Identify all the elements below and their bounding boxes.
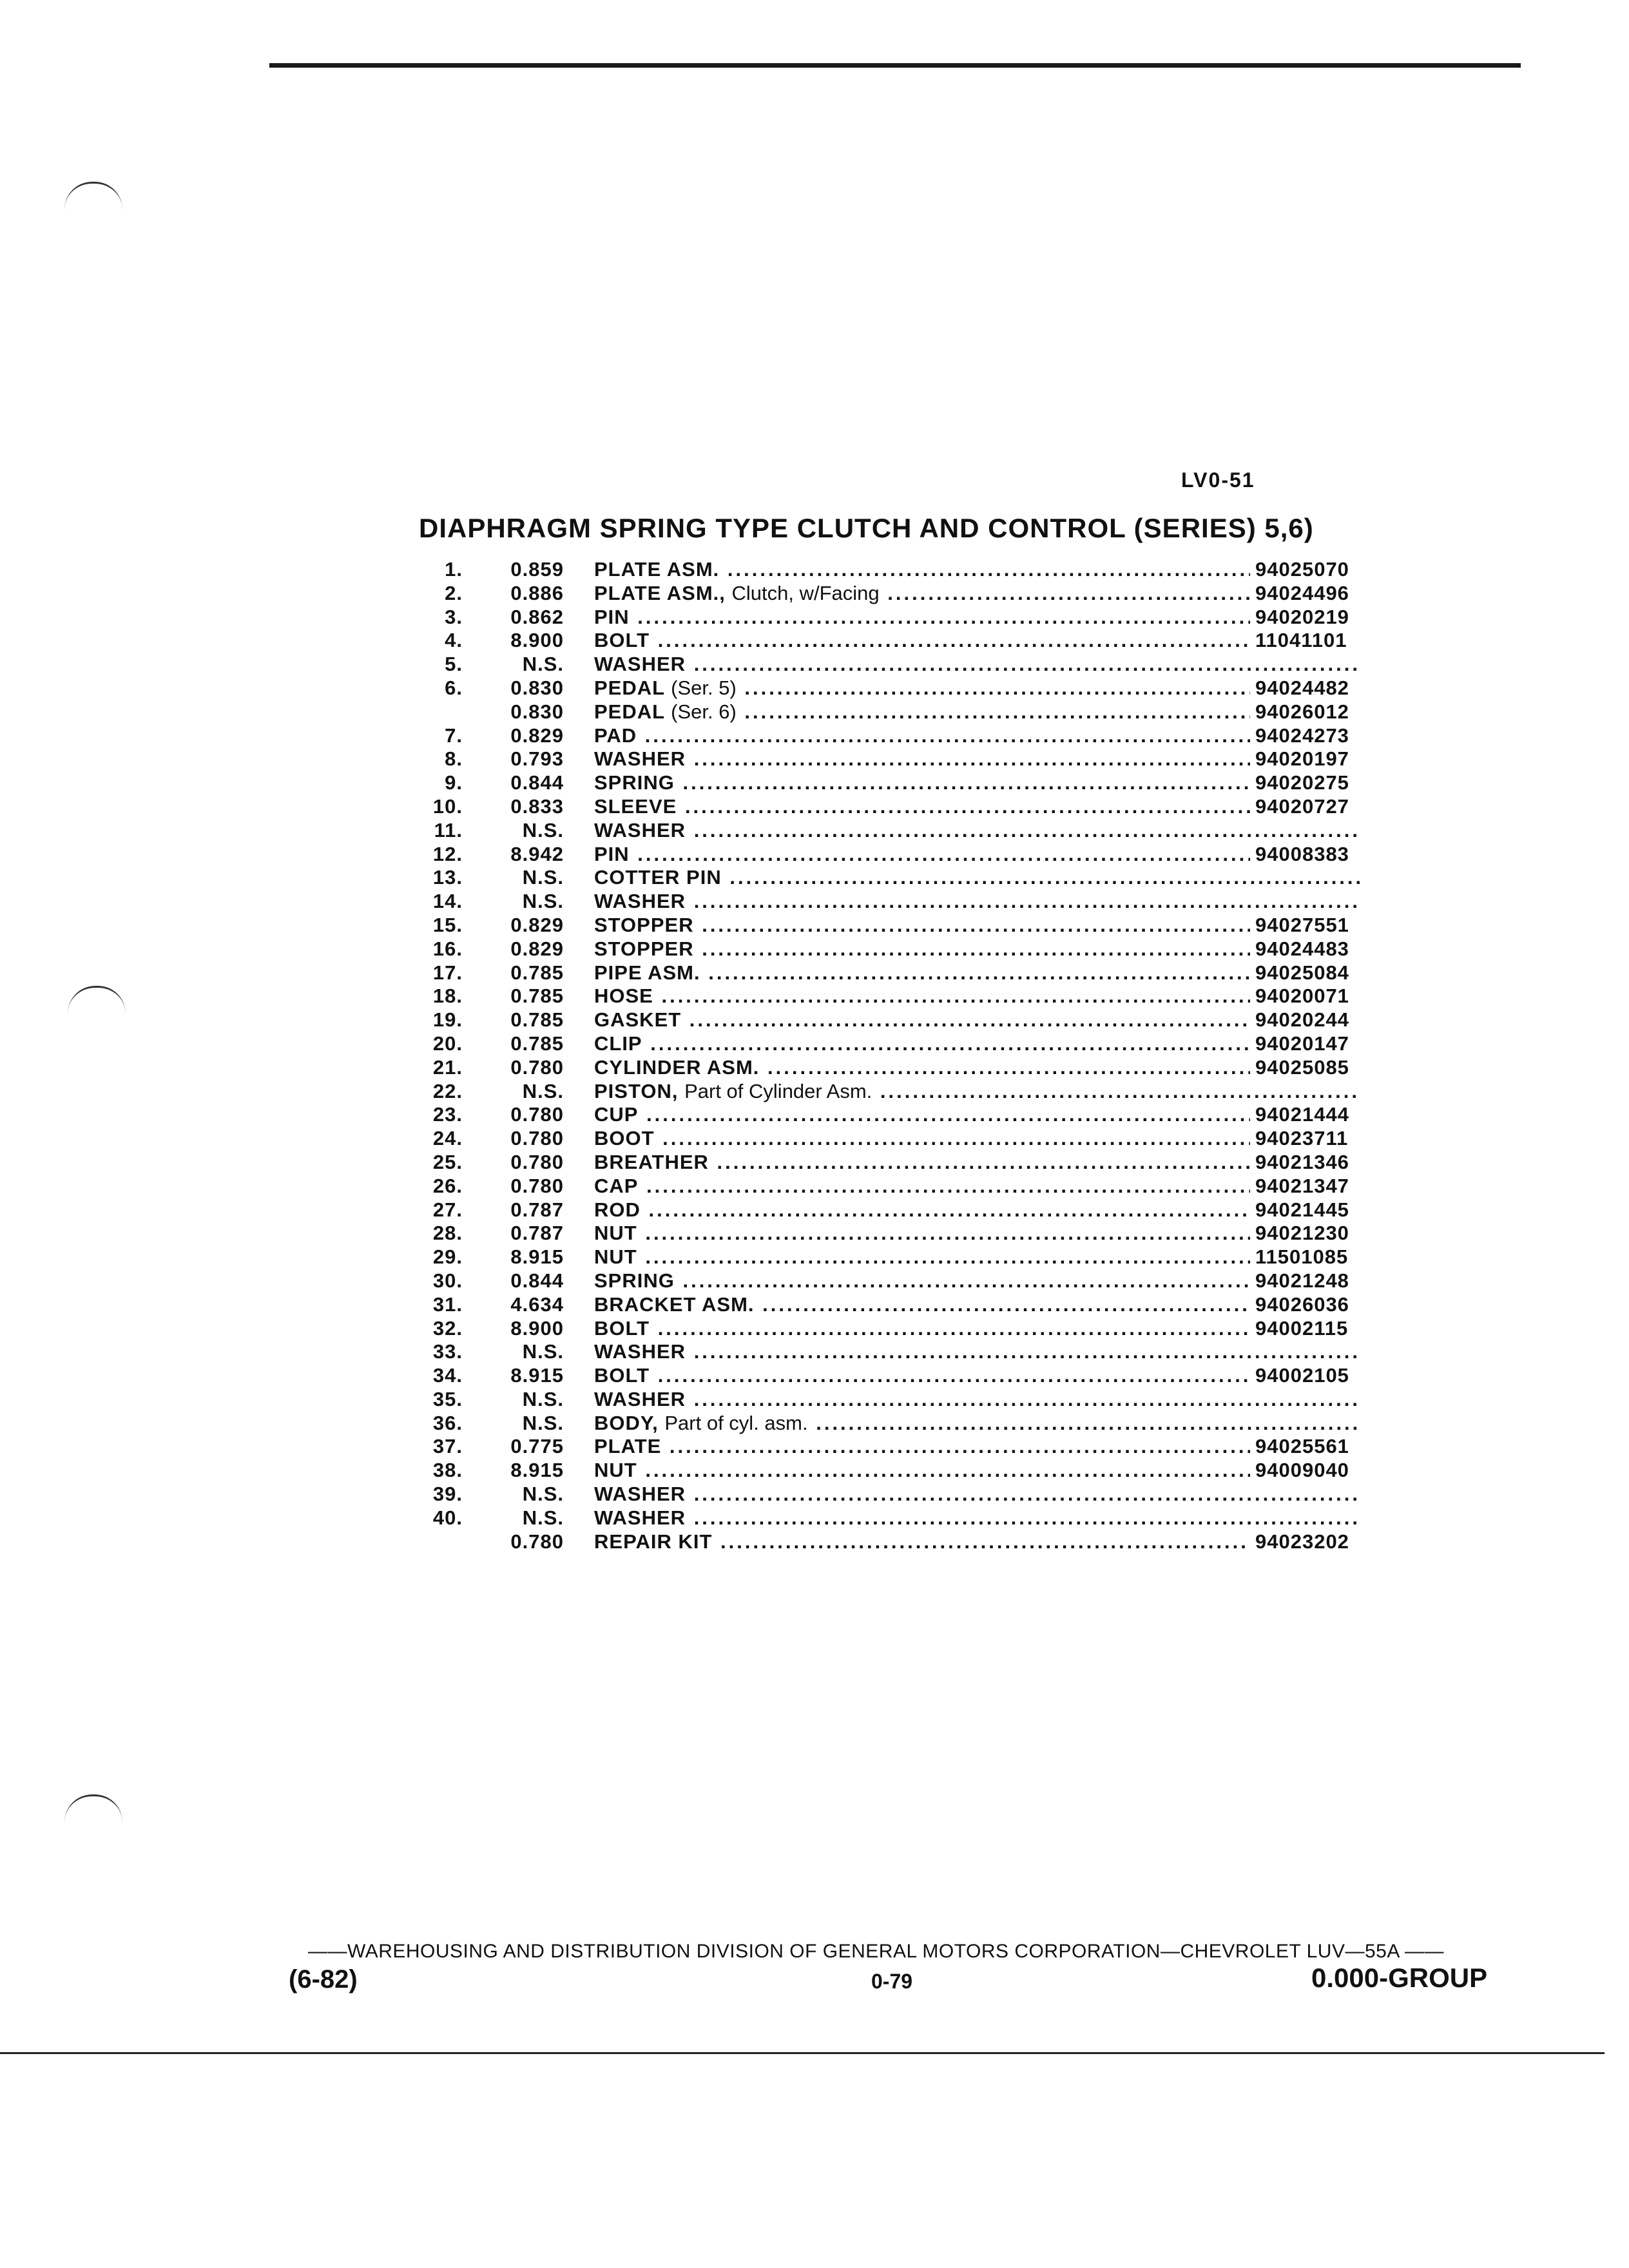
item-number: 16.: [432, 937, 463, 960]
item-number: 37.: [432, 1435, 463, 1458]
part-name: BRACKET ASM.: [594, 1293, 755, 1316]
page-code: LV0-51: [1181, 468, 1255, 492]
item-number: 34.: [432, 1364, 463, 1387]
group-number: 0.830: [510, 700, 564, 723]
part-number: 94008383: [1250, 843, 1381, 866]
part-name: PISTON,: [594, 1079, 679, 1102]
part-note: (Ser. 5): [671, 676, 737, 699]
list-item: [412, 1080, 1379, 1104]
item-number: 29.: [432, 1245, 463, 1269]
list-item: [412, 1245, 1379, 1269]
part-number: 94002105: [1250, 1364, 1381, 1387]
list-item: [412, 843, 1379, 867]
list-item: [412, 1127, 1379, 1151]
part-description: [594, 1435, 1361, 1458]
part-description: [594, 1317, 1361, 1340]
list-item: [412, 1340, 1379, 1364]
group-number: N.S.: [522, 1483, 564, 1506]
part-name: NUT: [594, 1222, 637, 1245]
part-number: 94025084: [1250, 961, 1381, 985]
margin-mark-top: [64, 182, 122, 209]
part-description: [594, 724, 1361, 747]
item-number: 38.: [432, 1459, 463, 1482]
part-note: Part of cyl. asm.: [664, 1411, 808, 1434]
list-item: [412, 1364, 1379, 1388]
part-description: [594, 1222, 1361, 1245]
group-number: 0.775: [510, 1435, 564, 1458]
group-number: N.S.: [522, 1079, 564, 1102]
item-number: 22.: [432, 1079, 463, 1102]
list-item: [412, 1008, 1379, 1032]
margin-mark-middle: [68, 986, 126, 1014]
group-number: N.S.: [522, 890, 564, 913]
part-number: 94020071: [1250, 985, 1381, 1008]
part-name: PLATE ASM.: [594, 558, 720, 581]
part-description: [594, 1127, 1361, 1150]
group-number: 8.900: [510, 1316, 564, 1340]
group-number: N.S.: [522, 866, 564, 889]
footer-date: (6-82): [289, 1965, 358, 1994]
footer-publisher-line: ——WAREHOUSING AND DISTRIBUTION DIVISION OF GENERAL MOTORS CORPORATION—CHEVROLET LUV—55A ——: [308, 1941, 1445, 1962]
part-name: PIN: [594, 605, 630, 628]
item-number: 6.: [445, 676, 463, 699]
part-number: 94025561: [1250, 1435, 1381, 1458]
part-name: WASHER: [594, 1483, 686, 1506]
group-number: N.S.: [522, 818, 564, 841]
part-number: 11501085: [1250, 1245, 1381, 1269]
part-name: CLIP: [594, 1032, 642, 1055]
part-description: [594, 1056, 1361, 1079]
list-item: [412, 771, 1379, 795]
page-title: DIAPHRAGM SPRING TYPE CLUTCH AND CONTROL (SERIES) 5,6): [419, 513, 1314, 543]
part-name: WASHER: [594, 747, 686, 771]
group-number: 0.829: [510, 913, 564, 936]
item-number: 35.: [432, 1387, 463, 1410]
item-number: 31.: [432, 1293, 463, 1316]
part-description: [594, 1530, 1361, 1553]
part-number: 94020275: [1250, 771, 1381, 794]
item-number: 17.: [432, 961, 463, 984]
part-number: 11041101: [1250, 629, 1381, 652]
part-number: 94021248: [1250, 1269, 1381, 1293]
part-name: WASHER: [594, 1506, 686, 1529]
part-description: [594, 1483, 1361, 1506]
list-item: [412, 653, 1379, 677]
margin-mark-bottom: [64, 1794, 122, 1822]
item-number: 8.: [445, 747, 463, 771]
part-description: [594, 771, 1361, 794]
part-number: 94021445: [1250, 1198, 1381, 1222]
part-number: 94026036: [1250, 1293, 1381, 1316]
group-number: 4.634: [510, 1293, 564, 1316]
group-number: 0.780: [510, 1174, 564, 1197]
group-number: 8.915: [510, 1364, 564, 1387]
group-number: N.S.: [522, 1340, 564, 1363]
list-item: [412, 890, 1379, 914]
part-name: NUT: [594, 1245, 637, 1269]
part-name: BREATHER: [594, 1150, 709, 1173]
list-item: [412, 1056, 1379, 1080]
part-number: 94021346: [1250, 1151, 1381, 1174]
item-number: 4.: [445, 629, 463, 652]
footer-group: 0.000-GROUP: [1311, 1963, 1488, 1993]
part-description: [594, 1269, 1361, 1293]
list-item: [412, 582, 1379, 606]
part-name: PIN: [594, 842, 630, 865]
list-item: [412, 558, 1379, 582]
part-name: PEDAL: [594, 676, 665, 699]
list-item: [412, 1269, 1379, 1293]
group-number: 8.942: [510, 842, 564, 865]
group-number: 8.900: [510, 629, 564, 652]
part-description: [594, 629, 1361, 652]
item-number: 30.: [432, 1269, 463, 1292]
part-description: [594, 606, 1361, 629]
list-item: [412, 1151, 1379, 1175]
bottom-rule: [0, 2052, 1605, 2054]
part-name: PEDAL: [594, 700, 665, 723]
part-description: [594, 985, 1361, 1008]
group-number: 0.780: [510, 1127, 564, 1150]
group-number: 0.785: [510, 985, 564, 1008]
part-name: HOSE: [594, 985, 653, 1008]
part-name: PAD: [594, 724, 637, 747]
part-description: [594, 937, 1361, 961]
part-description: [594, 1459, 1361, 1482]
group-number: 0.785: [510, 1008, 564, 1032]
part-number: 94020219: [1250, 606, 1381, 629]
part-name: WASHER: [594, 890, 686, 913]
part-description: [594, 1245, 1361, 1269]
part-description: [594, 819, 1361, 842]
part-number: 94023202: [1250, 1530, 1381, 1553]
item-number: 36.: [432, 1411, 463, 1434]
part-name: PLATE: [594, 1435, 662, 1458]
part-number: 94020727: [1250, 795, 1381, 818]
part-note: Clutch, w/Facing: [731, 581, 880, 604]
group-number: 0.785: [510, 1032, 564, 1055]
group-number: 0.829: [510, 937, 564, 960]
group-number: 0.859: [510, 558, 564, 581]
part-description: [594, 1080, 1361, 1103]
part-description: [594, 1151, 1361, 1174]
group-number: 0.844: [510, 771, 564, 794]
part-description: [594, 582, 1361, 605]
list-item: [412, 961, 1379, 985]
list-item: [412, 747, 1379, 771]
item-number: 32.: [432, 1316, 463, 1340]
list-item: [412, 606, 1379, 629]
part-description: [594, 558, 1361, 581]
part-name: COTTER PIN: [594, 866, 722, 889]
part-name: NUT: [594, 1459, 637, 1482]
part-description: [594, 1175, 1361, 1198]
group-number: 0.833: [510, 794, 564, 818]
part-description: [594, 961, 1361, 985]
list-item: [412, 1198, 1379, 1222]
part-name: PIPE ASM.: [594, 961, 700, 984]
group-number: 0.780: [510, 1150, 564, 1173]
part-note: Part of Cylinder Asm.: [684, 1079, 872, 1102]
part-number: 94009040: [1250, 1459, 1381, 1482]
item-number: 24.: [432, 1127, 463, 1150]
group-number: 0.780: [510, 1103, 564, 1126]
list-item: [412, 629, 1379, 653]
item-number: 27.: [432, 1198, 463, 1221]
part-note: (Ser. 6): [671, 700, 737, 723]
part-name: SPRING: [594, 771, 675, 794]
group-number: N.S.: [522, 1387, 564, 1410]
part-name: ROD: [594, 1198, 641, 1221]
group-number: 0.829: [510, 724, 564, 747]
part-number: 94027551: [1250, 914, 1381, 937]
list-item: [412, 1222, 1379, 1245]
group-number: N.S.: [522, 653, 564, 676]
item-number: 20.: [432, 1032, 463, 1055]
list-item: [412, 1388, 1379, 1412]
part-number: 94021347: [1250, 1175, 1381, 1198]
group-number: 0.787: [510, 1222, 564, 1245]
list-item: [412, 937, 1379, 961]
part-number: 94025070: [1250, 558, 1381, 581]
group-number: 0.862: [510, 605, 564, 628]
item-number: 11.: [434, 818, 463, 841]
parts-list: [412, 558, 1379, 1553]
item-number: 10.: [432, 794, 463, 818]
list-item: [412, 1317, 1379, 1341]
group-number: 0.793: [510, 747, 564, 771]
list-item: [412, 724, 1379, 748]
part-number: 94021230: [1250, 1222, 1381, 1245]
part-description: [594, 1293, 1361, 1316]
list-item: [412, 1293, 1379, 1317]
list-item: [412, 819, 1379, 843]
list-item: [412, 1412, 1379, 1436]
part-description: [594, 700, 1361, 724]
list-item: [412, 700, 1379, 724]
part-description: [594, 1388, 1361, 1411]
part-description: [594, 1008, 1361, 1032]
item-number: 19.: [432, 1008, 463, 1032]
list-item: [412, 1530, 1379, 1554]
part-name: WASHER: [594, 653, 686, 676]
part-description: [594, 1364, 1361, 1387]
item-number: 21.: [432, 1055, 463, 1079]
part-name: WASHER: [594, 1387, 686, 1410]
item-number: 28.: [432, 1222, 463, 1245]
part-number: 94024483: [1250, 937, 1381, 961]
part-name: REPAIR KIT: [594, 1530, 713, 1553]
part-name: WASHER: [594, 1340, 686, 1363]
item-number: 12.: [432, 842, 463, 865]
group-number: 0.787: [510, 1198, 564, 1221]
list-item: [412, 1459, 1379, 1483]
part-name: STOPPER: [594, 913, 694, 936]
item-number: 2.: [445, 581, 463, 604]
item-number: 15.: [432, 913, 463, 936]
part-number: 94021444: [1250, 1103, 1381, 1126]
part-description: [594, 1506, 1361, 1530]
list-item: [412, 1175, 1379, 1198]
item-number: 25.: [432, 1150, 463, 1173]
top-rule: [269, 63, 1521, 68]
part-name: PLATE ASM.,: [594, 581, 726, 604]
part-description: [594, 1032, 1361, 1055]
list-item: [412, 866, 1379, 890]
item-number: 23.: [432, 1103, 463, 1126]
part-description: [594, 1103, 1361, 1126]
item-number: 40.: [432, 1506, 463, 1529]
item-number: 14.: [432, 890, 463, 913]
part-number: 94023711: [1250, 1127, 1381, 1150]
group-number: N.S.: [522, 1506, 564, 1529]
part-number: 94002115: [1250, 1317, 1381, 1340]
group-number: 0.886: [510, 581, 564, 604]
group-number: 0.830: [510, 676, 564, 699]
part-number: 94020197: [1250, 747, 1381, 771]
item-number: 5.: [445, 653, 463, 676]
part-description: [594, 1412, 1361, 1435]
item-number: 13.: [432, 866, 463, 889]
part-name: BOLT: [594, 629, 650, 652]
part-name: BOLT: [594, 1316, 650, 1340]
group-number: 0.780: [510, 1530, 564, 1553]
part-number: 94024496: [1250, 582, 1381, 605]
list-item: [412, 677, 1379, 700]
part-description: [594, 653, 1361, 676]
group-number: 0.844: [510, 1269, 564, 1292]
part-description: [594, 1198, 1361, 1222]
list-item: [412, 914, 1379, 937]
item-number: 33.: [432, 1340, 463, 1363]
part-description: [594, 1340, 1361, 1363]
item-number: 18.: [432, 985, 463, 1008]
list-item: [412, 1506, 1379, 1530]
part-number: 94024273: [1250, 724, 1381, 747]
part-name: SPRING: [594, 1269, 675, 1292]
group-number: 8.915: [510, 1459, 564, 1482]
part-name: WASHER: [594, 818, 686, 841]
list-item: [412, 1103, 1379, 1127]
part-description: [594, 866, 1361, 889]
part-name: STOPPER: [594, 937, 694, 960]
list-item: [412, 795, 1379, 819]
list-item: [412, 1435, 1379, 1459]
footer-page-number: 0-79: [871, 1970, 913, 1993]
list-item: [412, 985, 1379, 1008]
part-number: 94024482: [1250, 677, 1381, 700]
part-name: BODY,: [594, 1411, 659, 1434]
item-number: 9.: [445, 771, 463, 794]
item-number: 3.: [445, 605, 463, 628]
part-name: BOLT: [594, 1364, 650, 1387]
part-name: CUP: [594, 1103, 639, 1126]
part-description: [594, 843, 1361, 866]
item-number: 1.: [445, 558, 463, 581]
part-name: BOOT: [594, 1127, 655, 1150]
part-name: SLEEVE: [594, 794, 677, 818]
item-number: 7.: [445, 724, 463, 747]
list-item: [412, 1032, 1379, 1056]
item-number: 39.: [432, 1483, 463, 1506]
group-number: 0.785: [510, 961, 564, 984]
part-name: GASKET: [594, 1008, 682, 1032]
group-number: N.S.: [522, 1411, 564, 1434]
group-number: 8.915: [510, 1245, 564, 1269]
part-number: 94026012: [1250, 700, 1381, 724]
part-name: CAP: [594, 1174, 639, 1197]
part-number: 94020147: [1250, 1032, 1381, 1055]
item-number: 26.: [432, 1174, 463, 1197]
part-name: CYLINDER ASM.: [594, 1055, 760, 1079]
list-item: [412, 1483, 1379, 1506]
part-description: [594, 747, 1361, 771]
group-number: 0.780: [510, 1055, 564, 1079]
part-number: 94020244: [1250, 1008, 1381, 1032]
part-description: [594, 677, 1361, 700]
part-description: [594, 890, 1361, 913]
part-number: 94025085: [1250, 1056, 1381, 1079]
part-description: [594, 795, 1361, 818]
part-description: [594, 914, 1361, 937]
